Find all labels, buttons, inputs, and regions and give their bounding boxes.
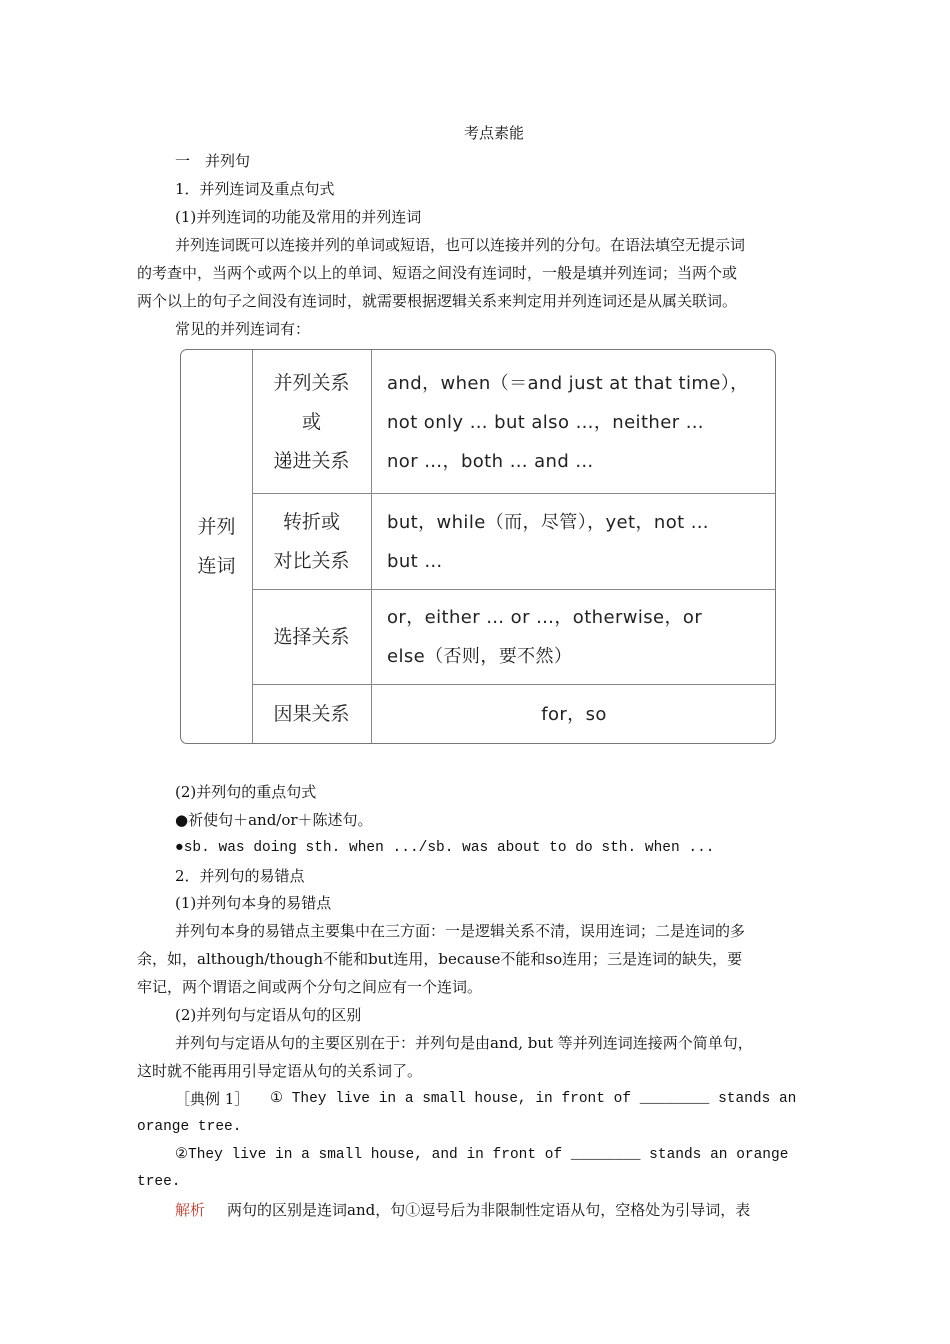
subsection-title: (2)并列句与定语从句的区别 bbox=[175, 1006, 362, 1024]
table-left-label: 并列 连词 bbox=[197, 516, 236, 577]
relation-type-cell: 并列关系 或 递进关系 bbox=[273, 372, 350, 472]
example-label: ［典例 1］ bbox=[175, 1090, 250, 1108]
paragraph-line: 并列连词既可以连接并列的单词或短语，也可以连接并列的分句。在语法填空无提示词 bbox=[175, 236, 746, 254]
analysis-label: 解析 bbox=[175, 1201, 206, 1219]
conjunction-list-cell: but，while（而，尽管），yet，not … but … bbox=[387, 512, 710, 572]
analysis-text: 两句的区别是连词and，句①逗号后为非限制性定语从句，空格处为引导词，表 bbox=[227, 1201, 751, 1219]
subsection-title: (2)并列句的重点句式 bbox=[175, 783, 317, 801]
paragraph-line: 这时就不能再用引导定语从句的关系词了。 bbox=[137, 1062, 423, 1080]
paragraph-line: 牢记，两个谓语之间或两个分句之间应有一个连词。 bbox=[137, 978, 483, 996]
paragraph-line: 并列句与定语从句的主要区别在于：并列句是由and, but 等并列连词连接两个简单句， bbox=[175, 1034, 753, 1052]
paragraph-line: 常见的并列连词有： bbox=[175, 320, 311, 338]
example-sentence: tree. bbox=[137, 1174, 181, 1190]
relation-type-cell: 选择关系 bbox=[273, 626, 350, 648]
conjunction-list-cell: or，either … or …，otherwise，or else（否则，要不然） bbox=[387, 607, 703, 667]
subsection-title: (1)并列句本身的易错点 bbox=[175, 894, 332, 912]
section-title: 一 并列句 bbox=[175, 152, 251, 170]
relation-type-cell: 因果关系 bbox=[273, 703, 350, 725]
bullet-item: ●sb. was doing sth. when .../sb. was about to do sth. when ... bbox=[175, 840, 715, 856]
subsection-title: (1)并列连词的功能及常用的并列连词 bbox=[175, 208, 422, 226]
example-sentence: orange tree. bbox=[137, 1119, 242, 1135]
relation-type-cell: 转折或 对比关系 bbox=[273, 511, 350, 572]
subsection-title: 1．并列连词及重点句式 bbox=[175, 180, 335, 198]
bullet-item: ●祈使句＋and/or＋陈述句。 bbox=[175, 811, 373, 829]
paragraph-line: 两个以上的句子之间没有连词时，就需要根据逻辑关系来判定用并列连词还是从属关联词。 bbox=[137, 292, 738, 310]
example-sentence: ②They live in a small house, and in front of ________ stands an orange bbox=[175, 1147, 789, 1163]
conjunction-table bbox=[180, 349, 776, 744]
paragraph-line: 余，如，although/though不能和but连用，because不能和so连用；三是连词的缺失，要 bbox=[137, 950, 743, 968]
example-sentence: ① They live in a small house, in front of ________ stands an bbox=[270, 1091, 797, 1107]
paragraph-line: 的考查中，当两个或两个以上的单词、短语之间没有连词时，一般是填并列连词；当两个或 bbox=[137, 264, 738, 282]
paragraph-line: 并列句本身的易错点主要集中在三方面：一是逻辑关系不清，误用连词；二是连词的多 bbox=[175, 922, 746, 940]
page-heading: 考点素能 bbox=[463, 124, 524, 142]
conjunction-list-cell: and，when（＝and just at that time）， not only … but also …，neither … nor …，both … and … bbox=[387, 373, 749, 472]
conjunction-list-cell: for，so bbox=[541, 704, 607, 725]
subsection-title: 2．并列句的易错点 bbox=[175, 867, 305, 885]
